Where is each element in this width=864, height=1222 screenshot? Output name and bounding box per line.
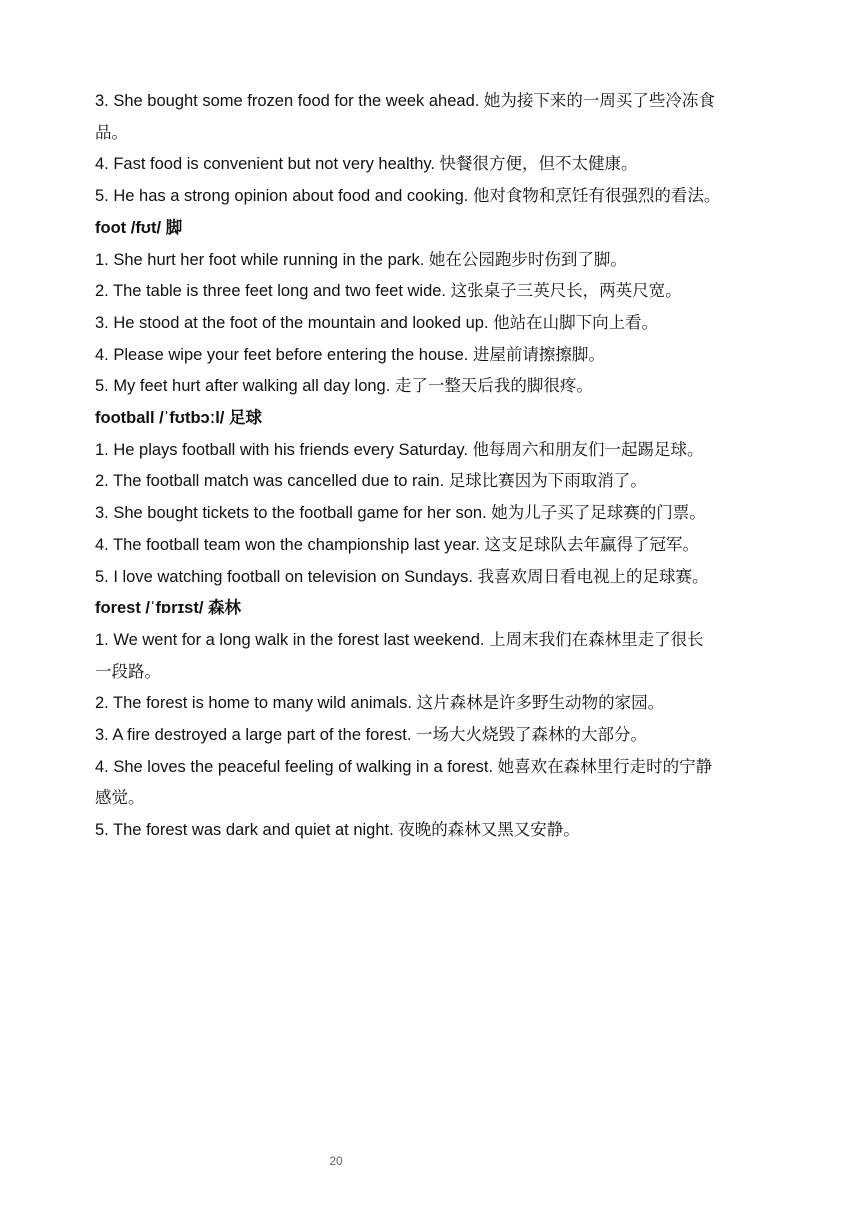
forest-sentence-4-line-2: 感觉。 bbox=[95, 789, 145, 808]
football-sentence-5: 5. I love watching football on television on Sundays. 我喜欢周日看电视上的足球赛。 bbox=[95, 567, 709, 586]
foot-sentence-2: 2. The table is three feet long and two feet wide. 这张桌子三英尺长，两英尺宽。 bbox=[95, 282, 682, 301]
football-sentence-3: 3. She bought tickets to the football game for her son. 她为儿子买了足球赛的门票。 bbox=[95, 504, 706, 523]
food-sentence-5: 5. He has a strong opinion about food and cooking. 他对食物和烹饪有很强烈的看法。 bbox=[95, 187, 721, 206]
foot-sentence-5: 5. My feet hurt after walking all day long. 走了一整天后我的脚很疼。 bbox=[95, 377, 593, 396]
foot-heading: foot /fʊt/ 脚 bbox=[95, 218, 183, 237]
food-sentence-3-line-1: 3. She bought some frozen food for the week ahead. 她为接下来的一周买了些冷冻食 bbox=[95, 92, 715, 110]
foot-sentence-3: 3. He stood at the foot of the mountain and looked up. 他站在山脚下向上看。 bbox=[95, 313, 659, 332]
forest-sentence-5: 5. The forest was dark and quiet at night. 夜晚的森林又黑又安静。 bbox=[95, 821, 580, 840]
forest-sentence-1-line-1: 1. We went for a long walk in the forest last weekend. 上周末我们在森林里走了很长 bbox=[95, 630, 704, 649]
page-content bbox=[95, 86, 775, 847]
food-sentence-4: 4. Fast food is convenient but not very healthy. 快餐很方便，但不太健康。 bbox=[95, 155, 638, 174]
football-sentence-4: 4. The football team won the championship last year. 这支足球队去年赢得了冠军。 bbox=[95, 535, 700, 554]
forest-sentence-2: 2. The forest is home to many wild animals. 这片森林是许多野生动物的家园。 bbox=[95, 694, 665, 713]
forest-heading: forest /ˈfɒrɪst/ 森林 bbox=[95, 599, 242, 618]
foot-sentence-1: 1. She hurt her foot while running in the park. 她在公园跑步时伤到了脚。 bbox=[95, 250, 627, 269]
page-number: 20 bbox=[329, 1154, 343, 1168]
food-sentence-3-line-2: 品。 bbox=[95, 123, 128, 142]
football-sentence-2: 2. The football match was cancelled due to rain. 足球比赛因为下雨取消了。 bbox=[95, 472, 647, 491]
football-sentence-1: 1. He plays football with his friends every Saturday. 他每周六和朋友们一起踢足球。 bbox=[95, 440, 704, 459]
forest-sentence-3: 3. A fire destroyed a large part of the forest. 一场大火烧毁了森林的大部分。 bbox=[95, 726, 648, 745]
forest-sentence-1-line-2: 一段路。 bbox=[95, 662, 161, 681]
football-heading: football /ˈfʊtbɔːl/ 足球 bbox=[95, 409, 262, 428]
foot-sentence-4: 4. Please wipe your feet before entering the house. 进屋前请擦擦脚。 bbox=[95, 345, 605, 364]
forest-sentence-4-line-1: 4. She loves the peaceful feeling of walking in a forest. 她喜欢在森林里行走时的宁静 bbox=[95, 757, 713, 776]
